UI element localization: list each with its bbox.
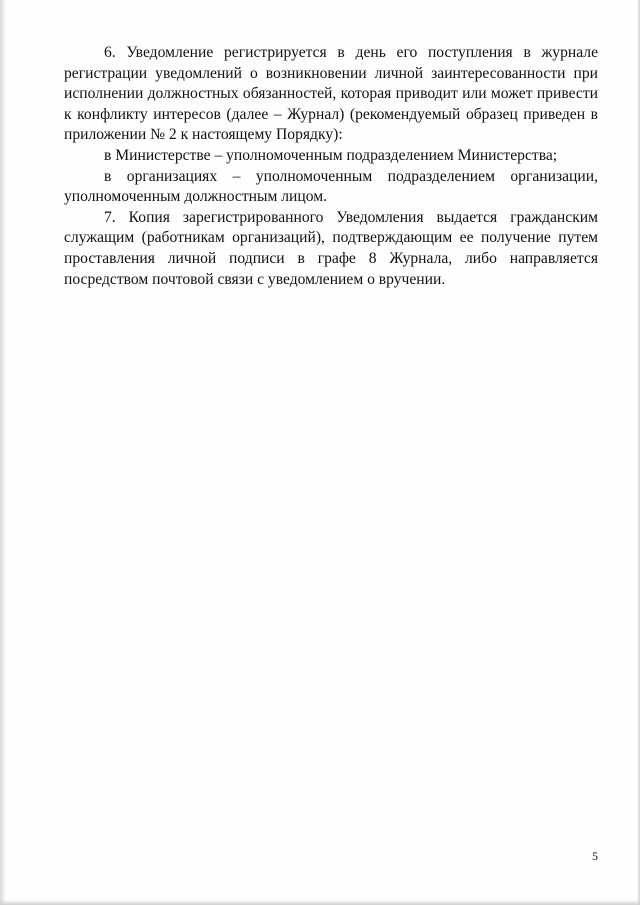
paragraph-6-registration: 6. Уведомление регистрируется в день его поступления в журнале регистрации уведомлений о возникновении личной заинтересованности при исполнении должностных обязанностей, которая приводит или может привести к конфликту интересов (далее – Журнал) (рекомендуемый образец приведен в приложении № 2 к настоящему Порядку): (64, 44, 598, 144)
paragraph-organizations: в организациях – уполномоченным подразделением организации, уполномоченным должностным лицом. (64, 167, 598, 206)
page-number: 5 (592, 849, 598, 863)
paragraph-7-copy: 7. Копия зарегистрированного Уведомления выдается гражданским служащим (работникам организаций), подтверждающим ее получение путем проставления личной подписи в графе 8 Журнала, либо направляется посредством почтовой связи с уведомлением о вручении. (64, 208, 598, 288)
scan-edge-bottom (0, 900, 640, 905)
paragraph-ministry: в Министерстве – уполномоченным подразделением Министерства; (104, 146, 558, 164)
scan-edge-left (0, 0, 6, 905)
document-body (64, 43, 598, 290)
